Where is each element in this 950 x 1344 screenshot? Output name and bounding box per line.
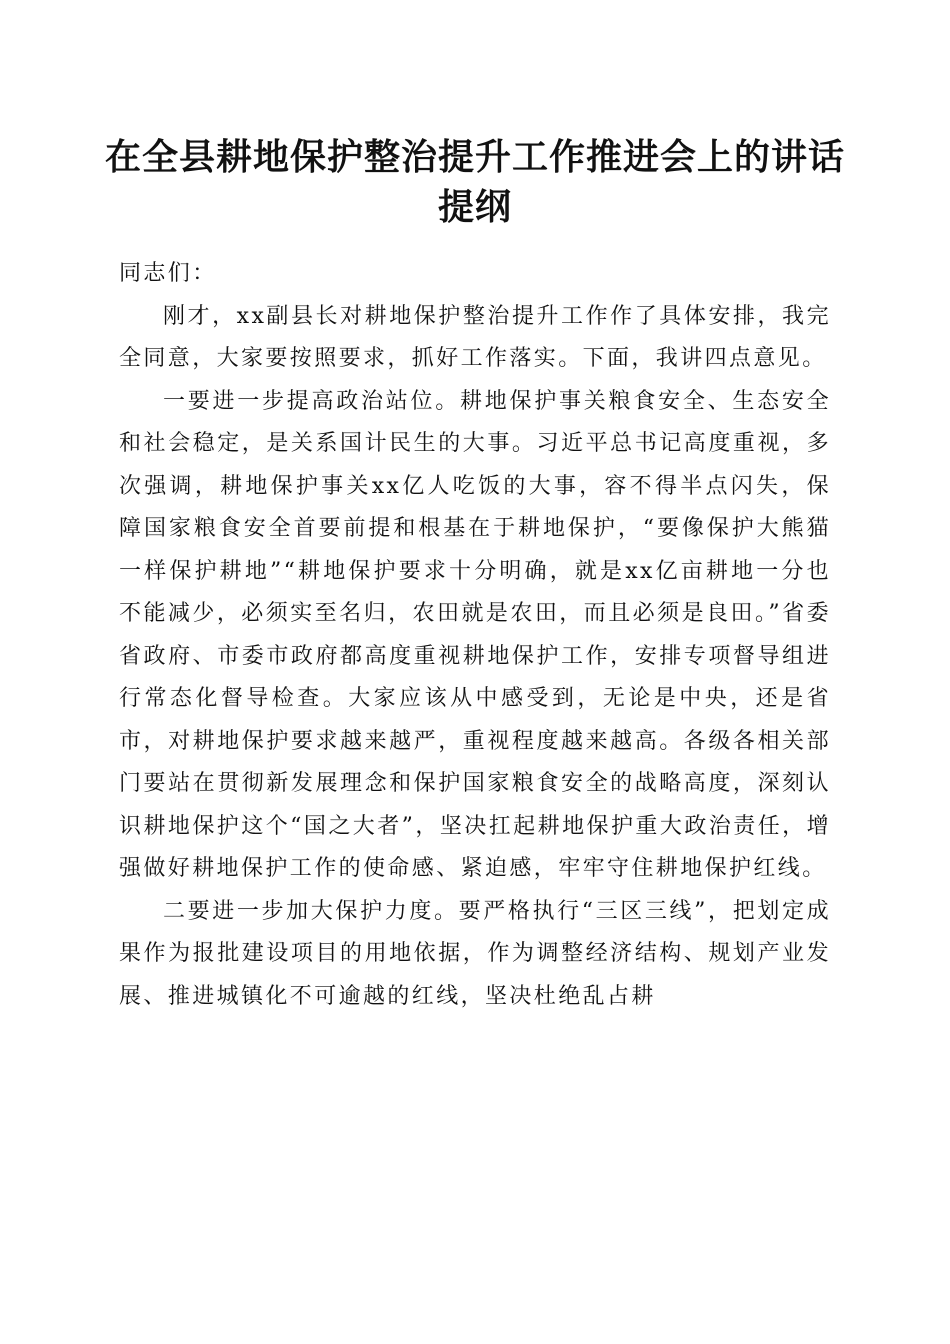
salutation: 同志们： xyxy=(119,261,217,286)
paragraph-point-two: 二要进一步加大保护力度。要严格执行“三区三线”，把划定成果作为报批建设项目的用地依据，作为调整经济结构、规划产业发展、推进城镇化不可逾越的红线，坚决杜绝乱占耕 xyxy=(119,898,831,1009)
document-body xyxy=(119,253,831,1018)
document-title: 在全县耕地保护整治提升工作推进会上的讲话提纲 xyxy=(104,136,845,228)
paragraph-intro: 刚才，xx副县长对耕地保护整治提升工作作了具体安排，我完全同意，大家要按照要求，抓好工作落实。下面，我讲四点意见。 xyxy=(119,303,831,371)
paragraph-point-one: 一要进一步提高政治站位。耕地保护事关粮食安全、生态安全和社会稳定，是关系国计民生的大事。习近平总书记高度重视，多次强调，耕地保护事关xx亿人吃饭的大事，容不得半点闪失，保障国家粮食安全首要前提和根基在于耕地保护，“要像保护大熊猫一样保护耕地”“耕地保护要求十分明确，就是xx亿亩耕地一分也不能减少，必须实至名归，农田就是农田，而且必须是良田。”省委省政府、市委市政府都高度重视耕地保护工作，安排专项督导组进行常态化督导检查。大家应该从中感受到，无论是中央，还是省市，对耕地保护要求越来越严，重视程度越来越高。各级各相关部门要站在贯彻新发展理念和保护国家粮食安全的战略高度，深刻认识耕地保护这个“国之大者”，坚决扛起耕地保护重大政治责任，增强做好耕地保护工作的使命感、紧迫感，牢牢守住耕地保护红线。 xyxy=(119,388,831,881)
